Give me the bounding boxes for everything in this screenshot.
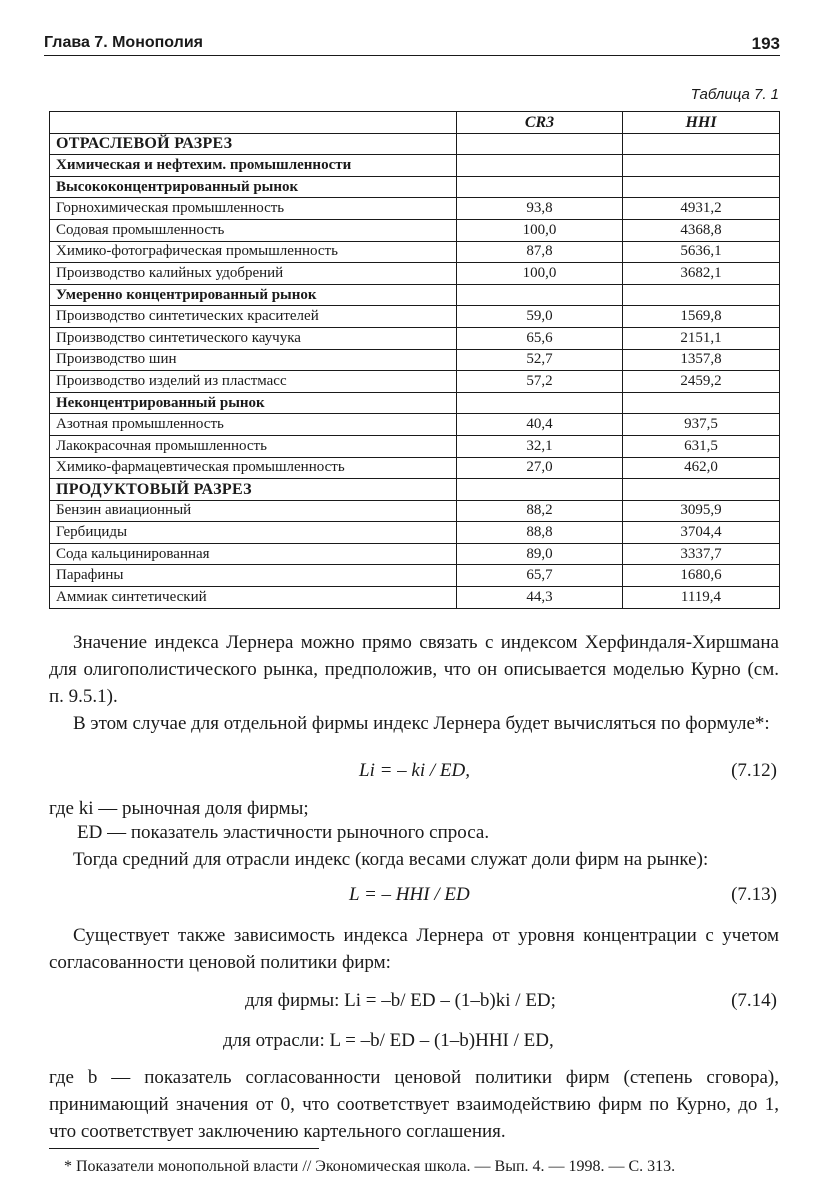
cell-name: Производство изделий из пластмасс — [50, 371, 457, 393]
cell-hhi: 3337,7 — [623, 543, 780, 565]
table-row — [50, 414, 780, 436]
table-row — [50, 587, 780, 609]
cell-name: Производство шин — [50, 349, 457, 371]
equation-number: (7.14) — [731, 990, 777, 1011]
cell-name: Горнохимическая промышленность — [50, 198, 457, 220]
cell-hhi: 1357,8 — [623, 349, 780, 371]
table-row — [50, 198, 780, 220]
cell-cr3: 100,0 — [457, 219, 623, 241]
cell-hhi: 3704,4 — [623, 522, 780, 544]
cell-hhi: 5636,1 — [623, 241, 780, 263]
page-number: 193 — [751, 34, 780, 53]
paragraph-industry-index: Тогда средний для отрасли индекс (когда весами служат доли фирм на рынке): — [73, 849, 709, 870]
cell-name: Бензин авиационный — [50, 500, 457, 522]
table-row — [50, 435, 780, 457]
cell-name: Содовая промышленность — [50, 219, 457, 241]
cell-cr3: 93,8 — [457, 198, 623, 220]
footnote: * Показатели монопольной власти // Экономическая школа. — Вып. 4. — 1998. — С. 313. — [64, 1158, 676, 1175]
running-head — [44, 33, 780, 56]
table-row — [50, 349, 780, 371]
table-group-row — [50, 392, 780, 414]
table-row — [50, 543, 780, 565]
footnote-rule — [49, 1148, 319, 1149]
column-header-hhi: HHI — [623, 112, 780, 134]
table-row — [50, 306, 780, 328]
cell-name: Производство синтетического каучука — [50, 327, 457, 349]
cell-hhi: 2459,2 — [623, 371, 780, 393]
cell-cr3: 52,7 — [457, 349, 623, 371]
cell-hhi: 1680,6 — [623, 565, 780, 587]
cell-hhi — [623, 133, 780, 155]
column-header-cr3: CR3 — [457, 112, 623, 134]
cell-hhi: 937,5 — [623, 414, 780, 436]
cell-hhi: 1119,4 — [623, 587, 780, 609]
table-row — [50, 457, 780, 479]
cell-hhi: 4368,8 — [623, 219, 780, 241]
paragraph-collusion: Существует также зависимость индекса Лернера от уровня концентрации с учетом согласованности ценовой политики фирм: — [49, 925, 779, 973]
cell-hhi: 3095,9 — [623, 500, 780, 522]
cell-cr3: 32,1 — [457, 435, 623, 457]
cell-hhi — [623, 392, 780, 414]
cell-hhi: 4931,2 — [623, 198, 780, 220]
paragraph-b-definition: где b — показатель согласованности ценовой политики фирм (степень сговора), принимающий значения от 0, что соответствует взаимодействию фирм по Курно, до 1, что соответствует заключению картельного соглашения. — [49, 1067, 779, 1142]
cell-cr3: 88,8 — [457, 522, 623, 544]
cell-cr3: 57,2 — [457, 371, 623, 393]
cell-cr3: 100,0 — [457, 263, 623, 285]
table-row — [50, 327, 780, 349]
cell-name: Лакокрасочная промышленность — [50, 435, 457, 457]
cell-cr3: 40,4 — [457, 414, 623, 436]
cell-cr3: 59,0 — [457, 306, 623, 328]
cell-hhi: 2151,1 — [623, 327, 780, 349]
cell-name: Азотная промышленность — [50, 414, 457, 436]
equation-number: (7.12) — [731, 760, 777, 781]
cell-name: Химико-фотографическая промышленность — [50, 241, 457, 263]
table-group-row — [50, 284, 780, 306]
cell-name: Сода кальцинированная — [50, 543, 457, 565]
table-group-row — [50, 155, 780, 177]
table-row — [50, 219, 780, 241]
table-row — [50, 371, 780, 393]
cell-name: Химико-фармацевтическая промышленность — [50, 457, 457, 479]
equation-expression: L = – HHI / ED — [349, 884, 470, 905]
cell-cr3 — [457, 133, 623, 155]
definition-ki: где ki — рыночная доля фирмы; — [49, 798, 309, 819]
cell-name: Умеренно концентрированный рынок — [50, 284, 457, 306]
cell-cr3: 89,0 — [457, 543, 623, 565]
equation-expression: для отрасли: L = –b/ ED – (1–b)HHI / ED, — [223, 1030, 554, 1051]
cell-hhi — [623, 176, 780, 198]
equation-expression: для фирмы: Li = –b/ ED – (1–b)ki / ED; — [245, 990, 556, 1011]
equation-7-14-firm — [49, 990, 779, 1018]
cell-cr3 — [457, 479, 623, 501]
cell-name: Химическая и нефтехим. промышленности — [50, 155, 457, 177]
equation-7-14-industry — [49, 1030, 779, 1058]
cell-name: Производство синтетических красителей — [50, 306, 457, 328]
table-row — [50, 565, 780, 587]
cell-hhi — [623, 479, 780, 501]
cell-cr3: 87,8 — [457, 241, 623, 263]
cell-name: Гербициды — [50, 522, 457, 544]
cell-cr3: 65,6 — [457, 327, 623, 349]
cell-cr3 — [457, 155, 623, 177]
table-row — [50, 263, 780, 285]
table-row — [50, 522, 780, 544]
cell-cr3 — [457, 284, 623, 306]
cell-cr3: 27,0 — [457, 457, 623, 479]
table-row — [50, 500, 780, 522]
column-header-name — [50, 112, 457, 134]
cell-cr3 — [457, 392, 623, 414]
cell-hhi — [623, 155, 780, 177]
equation-expression: Li = – ki / ED, — [359, 760, 470, 781]
cell-hhi: 3682,1 — [623, 263, 780, 285]
cell-hhi: 1569,8 — [623, 306, 780, 328]
cell-cr3 — [457, 176, 623, 198]
cell-name: Высококонцентрированный рынок — [50, 176, 457, 198]
table-section-row — [50, 479, 780, 501]
cell-name: ПРОДУКТОВЫЙ РАЗРЕЗ — [50, 479, 457, 501]
cell-cr3: 44,3 — [457, 587, 623, 609]
table-header-row — [50, 112, 780, 134]
cell-name: ОТРАСЛЕВОЙ РАЗРЕЗ — [50, 133, 457, 155]
cell-name: Парафины — [50, 565, 457, 587]
cell-hhi — [623, 284, 780, 306]
table-group-row — [50, 176, 780, 198]
cell-name: Аммиак синтетический — [50, 587, 457, 609]
chapter-title: Глава 7. Монополия — [44, 34, 204, 51]
cell-hhi: 631,5 — [623, 435, 780, 457]
paragraph-formula-intro: В этом случае для отдельной фирмы индекс Лернера будет вычисляться по формуле*: — [73, 713, 770, 734]
cell-name: Неконцентрированный рынок — [50, 392, 457, 414]
cell-cr3: 65,7 — [457, 565, 623, 587]
cell-cr3: 88,2 — [457, 500, 623, 522]
table-row — [50, 241, 780, 263]
table-section-row — [50, 133, 780, 155]
cell-hhi: 462,0 — [623, 457, 780, 479]
cell-name: Производство калийных удобрений — [50, 263, 457, 285]
definition-ed: ED — показатель эластичности рыночного спроса. — [77, 822, 490, 843]
equation-7-13 — [49, 884, 779, 912]
table-caption: Таблица 7. 1 — [690, 86, 779, 103]
concentration-table — [49, 111, 780, 609]
equation-number: (7.13) — [731, 884, 777, 905]
paragraph-lerner-hhi: Значение индекса Лернера можно прямо связать с индексом Херфиндаля-Хиршмана для олигополистического рынка, предположив, что он описывается моделью Курно (см. п. 9.5.1). — [49, 632, 779, 707]
equation-7-12 — [49, 760, 779, 788]
